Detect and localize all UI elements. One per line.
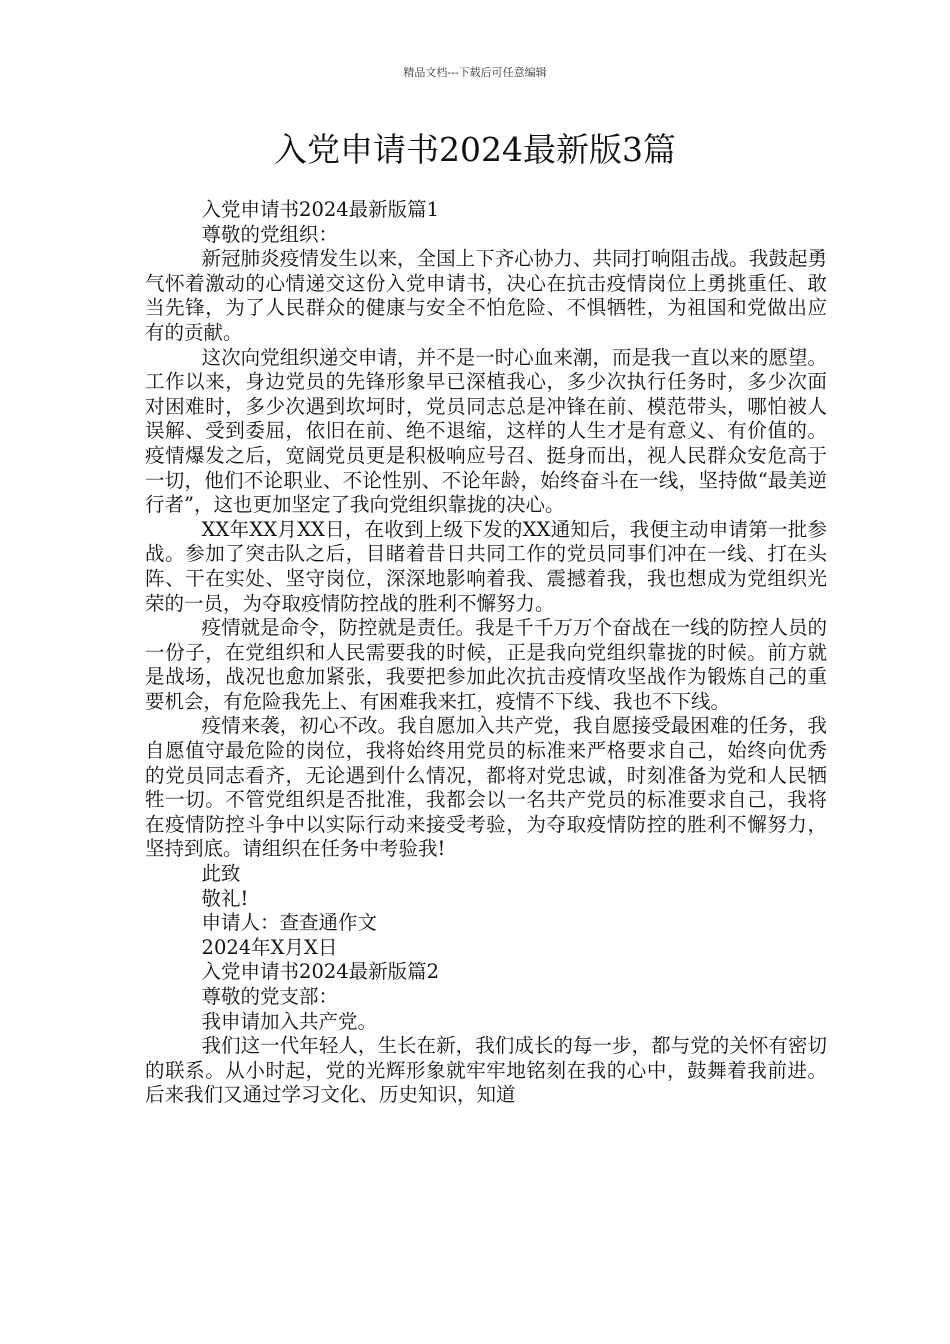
section-heading-1: 入党申请书2024最新版篇1 [201,198,440,221]
salutation: 尊敬的党支部： [201,985,339,1008]
body-paragraph: 我申请加入共产党。 [201,1009,378,1033]
closing-salute: 敬礼! [201,886,249,910]
closing-line: 此致 [201,862,241,886]
page-header: 精品文档---下载后可任意编辑 [403,66,547,79]
document-title: 入党申请书2024最新版3篇 [274,130,676,169]
body-paragraph: XX年XX月XX日，在收到上级下发的XX通知后，我便主动申请第一批参战。参加了突击队之后，目睹着昔日共同工作的党员同事们冲在一线、打在头阵、干在实处、坚守岗位，深深地影响着我、震撼着我，我也想成为党组织光荣的一员，为夺取疫情防控战的胜利不懈努力。 [145,517,827,615]
body-paragraph: 这次向党组织递交申请，并不是一时心血来潮，而是我一直以来的愿望。工作以来，身边党员的先锋形象早已深植我心，多少次执行任务时，多少次面对困难时，多少次遇到坎坷时，党员同志总是冲锋在前、模范带头，哪怕被人误解、受到委屈，依旧在前、绝不退缩，这样的人生才是有意义、有价值的。疫情爆发之后，宽阔党员更是积极响应号召、挺身而出，视人民群众安危高于一切，他们不论职业、不论性别、不论年龄，始终奋斗在一线，坚持做“最美逆行者”，这也更加坚定了我向党组织靠拢的决心。 [145,345,827,517]
applicant-signature: 申请人：查查通作文 [201,911,378,935]
salutation: 尊敬的党组织： [201,222,339,246]
body-paragraph: 新冠肺炎疫情发生以来，全国上下齐心协力、共同打响阻击战。我鼓起勇气怀着激动的心情递交这份入党申请书，决心在抗击疫情岗位上勇挑重任、敢当先锋，为了人民群众的健康与安全不怕危险、不惧牺牲，为祖国和党做出应有的贡献。 [145,247,827,344]
body-paragraph: 疫情来袭，初心不改。我自愿加入共产党，我自愿接受最困难的任务，我自愿值守最危险的岗位，我将始终用党员的标准来严格要求自己，始终向优秀的党员同志看齐，无论遇到什么情况，都将对党忠诚，时刻准备为党和人民牺牲一切。不管党组织是否批准，我都会以一名共产党员的标准要求自己，我将在疫情防控斗争中以实际行动来接受考验，为夺取疫情防控的胜利不懈努力，坚持到底。请组织在任务中考验我! [145,714,827,861]
document-body [145,198,827,1108]
application-date: 2024年X月X日 [201,935,338,959]
body-paragraph: 我们这一代年轻人，生长在新，我们成长的每一步，都与党的关怀有密切的联系。从小时起，党的光辉形象就牢牢地铭刻在我的心中，鼓舞着我前进。后来我们又通过学习文化、历史知识，知道 [145,1034,827,1107]
section-heading-2: 入党申请书2024最新版篇2 [201,960,440,984]
body-paragraph: 疫情就是命令，防控就是责任。我是千千万万个奋战在一线的防控人员的一份子，在党组织和人民需要我的时候，正是我向党组织靠拢的时候。前方就是战场，战况也愈加紧张，我要把参加此次抗击疫情攻坚战作为锻炼自己的重要机会，有危险我先上、有困难我来扛，疫情不下线、我也不下线。 [145,616,827,713]
